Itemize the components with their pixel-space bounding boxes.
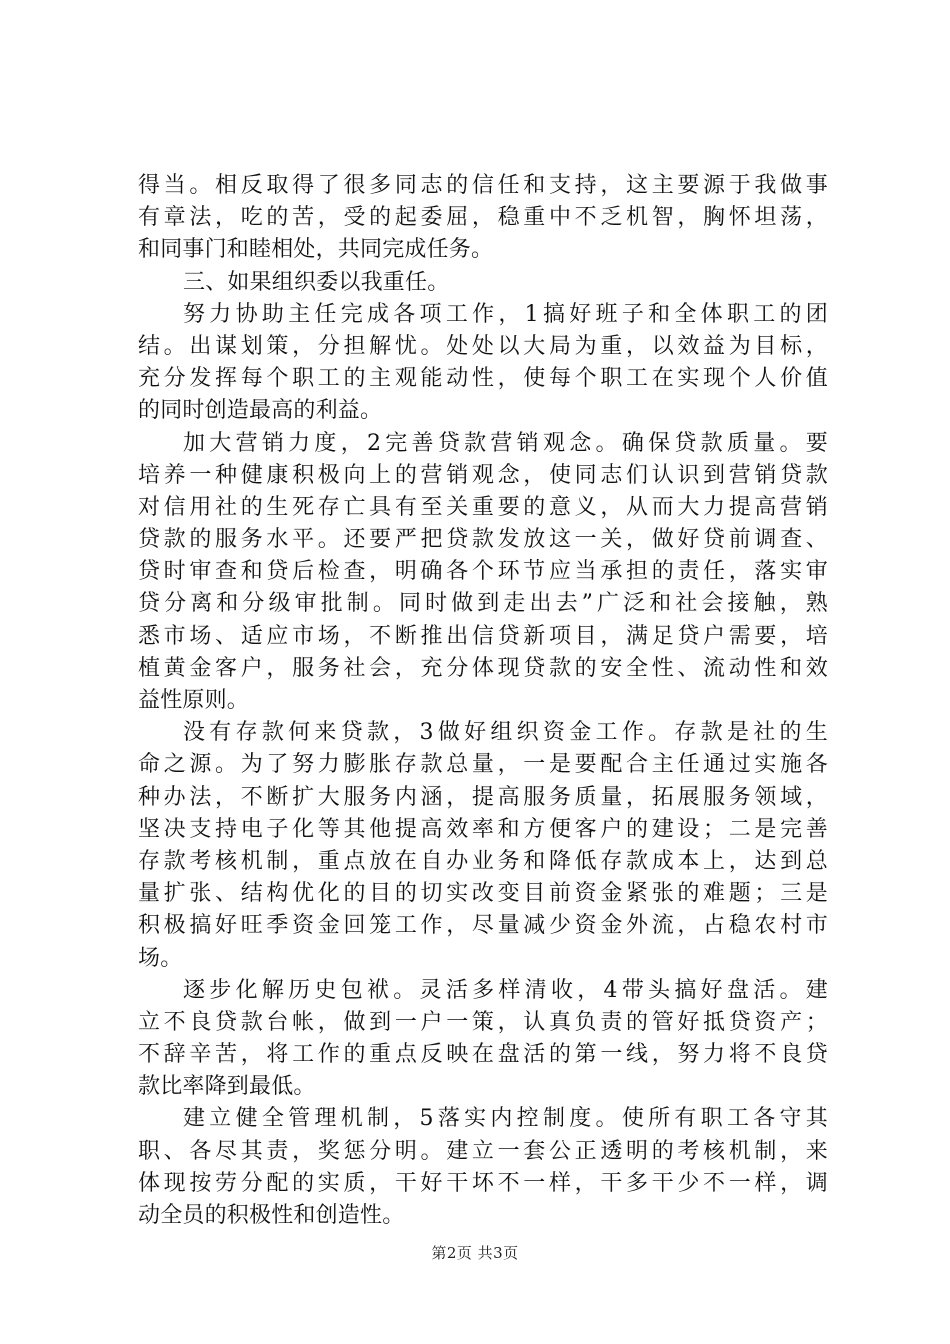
text-line: 得当。相反取得了很多同志的信任和支持，这主要源于我做事 (138, 173, 828, 198)
text-line: 款比率降到最低。 (138, 1074, 316, 1100)
text-line: 有章法，吃的苦，受的起委屈，稳重中不乏机智，胸怀坦荡， (138, 205, 828, 231)
document-body (138, 170, 828, 1232)
text-line: 建立健全管理机制，5落实内控制度。使所有职工各守其 (183, 1106, 828, 1132)
text-line: 益性原则。 (138, 688, 250, 713)
text-line: 贷分离和分级审批制。同时做到走出去”广泛和社会接触，熟 (138, 591, 828, 617)
text-line: 努力协助主任完成各项工作，1搞好班子和全体职工的团 (183, 301, 828, 327)
text-line: 没有存款何来贷款，3做好组织资金工作。存款是社的生 (183, 720, 828, 746)
text-line: 培养一种健康积极向上的营销观念，使同志们认识到营销贷款 (138, 462, 828, 488)
text-line: 量扩张、结构优化的目的切实改变目前资金紧张的难题；三是 (138, 881, 828, 907)
text-line: 对信用社的生死存亡具有至关重要的意义，从而大力提高营销 (138, 494, 828, 520)
text-line: 贷时审查和贷后检查，明确各个环节应当承担的责任，落实审 (138, 559, 828, 585)
text-line: 逐步化解历史包袱。灵活多样清收，4带头搞好盘活。建 (183, 977, 828, 1003)
text-line: 职、各尽其责，奖惩分明。建立一套公正透明的考核机制，来 (138, 1138, 828, 1164)
page-number-footer: 第2页 共3页 (431, 1244, 519, 1262)
text-line: 三、如果组织委以我重任。 (183, 269, 450, 295)
text-line: 结。出谋划策，分担解忧。处处以大局为重，以效益为目标， (138, 333, 828, 359)
text-line: 存款考核机制，重点放在自办业务和降低存款成本上，达到总 (138, 848, 828, 874)
text-line: 悉市场、适应市场，不断推出信贷新项目，满足贷户需要，培 (138, 623, 828, 649)
text-line: 坚决支持电子化等其他提高效率和方便客户的建设；二是完善 (138, 816, 828, 842)
text-line: 植黄金客户，服务社会，充分体现贷款的安全性、流动性和效 (138, 655, 828, 681)
text-line: 贷款的服务水平。还要严把贷款发放这一关，做好贷前调查、 (138, 527, 828, 553)
text-line: 命之源。为了努力膨胀存款总量，一是要配合主任通过实施各 (138, 752, 828, 778)
text-line: 加大营销力度，2完善贷款营销观念。确保贷款质量。要 (183, 430, 828, 456)
text-line: 场。 (138, 945, 183, 971)
text-line: 不辞辛苦，将工作的重点反映在盘活的第一线，努力将不良贷 (138, 1042, 828, 1068)
text-line: 积极搞好旺季资金回笼工作，尽量减少资金外流，占稳农村市 (138, 913, 828, 939)
text-line: 种办法，不断扩大服务内涵，提高服务质量，拓展服务领域， (138, 784, 828, 810)
text-line: 体现按劳分配的实质，干好干坏不一样，干多干少不一样，调 (138, 1170, 828, 1196)
text-line: 动全员的积极性和创造性。 (138, 1203, 405, 1228)
text-line: 的同时创造最高的利益。 (138, 398, 383, 424)
text-line: 立不良贷款台帐，做到一户一策，认真负责的管好抵贷资产； (138, 1009, 828, 1035)
text-line: 和同事门和睦相处，共同完成任务。 (138, 237, 494, 263)
text-line: 充分发挥每个职工的主观能动性，使每个职工在实现个人价值 (138, 366, 828, 392)
